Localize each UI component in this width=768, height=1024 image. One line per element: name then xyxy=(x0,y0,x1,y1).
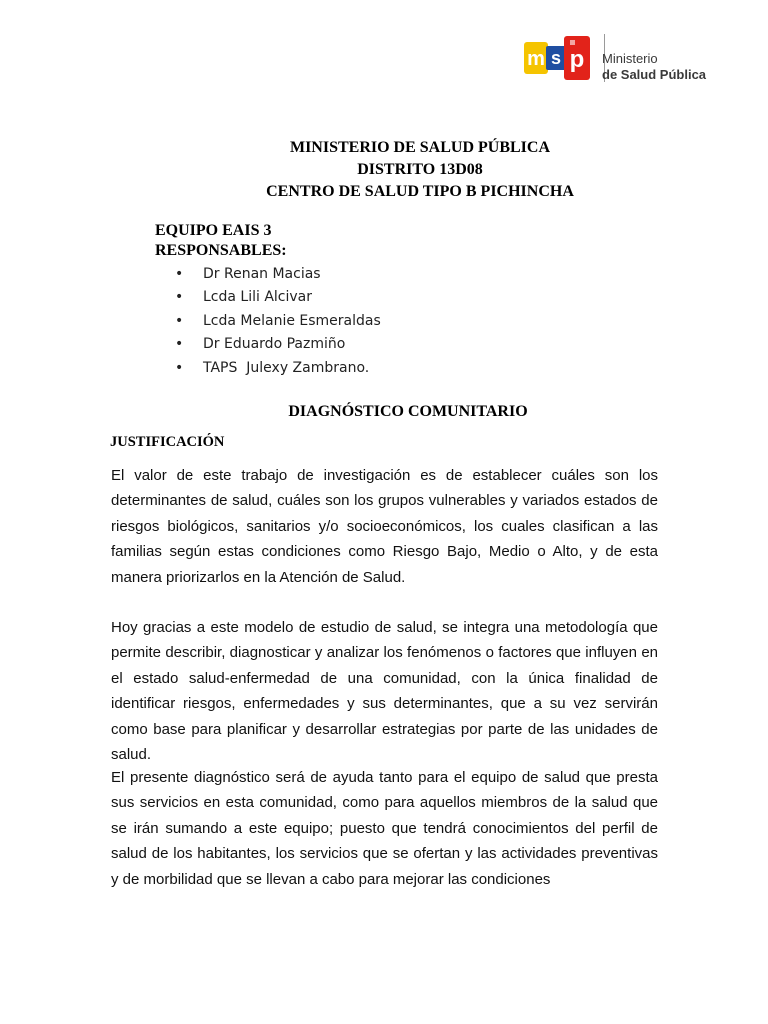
list-item xyxy=(175,333,381,356)
list-item xyxy=(175,286,381,309)
logo-line1: Ministerio xyxy=(602,51,658,66)
svg-text:s: s xyxy=(550,48,562,68)
member-name: Lcda Lili Alcivar xyxy=(203,289,313,306)
team-block xyxy=(155,221,287,261)
bullet-icon: • xyxy=(175,289,184,306)
member-name: Dr Eduardo Pazmiño xyxy=(203,336,346,353)
paragraph-3: El presente diagnóstico será de ayuda tanto para el equipo de salud que presta sus servicios en esta comunidad, como para aquellos miembros de la salud que se irán sumando a este equipo; puesto que tendrá conocimientos del perfil de salud de los habitantes, los servicios que se ofertan y las actividades preventivas y de morbilidad que se llevan a cabo para mejorar las condiciones xyxy=(111,769,658,888)
header-ministry: MINISTERIO DE SALUD PÚBLICA xyxy=(289,139,551,156)
bullet-icon: • xyxy=(175,266,184,282)
logo-text xyxy=(602,51,706,83)
section-title: DIAGNÓSTICO COMUNITARIO xyxy=(288,403,528,420)
paragraph-2: Hoy gracias a este modelo de estudio de salud, se integra una metodología que permite describir, diagnosticar y analizar los fenómenos o factores que influyen en el estado salud-enfermedad de una comunidad, con la única finalidad de identificar riesgos, enfermedades y sus determinantes, que a su vez servirán como base para planificar y desarrollar estrategias por parte de las unidades de salud. xyxy=(111,619,658,764)
member-name: TAPS Julexy Zambrano. xyxy=(203,359,370,376)
ministry-logo xyxy=(522,28,708,88)
header-district: DISTRITO 13D08 xyxy=(357,161,483,178)
list-item xyxy=(175,357,381,380)
svg-text:p: p xyxy=(569,46,585,73)
msp-logo-mark xyxy=(524,34,592,82)
header-center: CENTRO DE SALUD TIPO B PICHINCHA xyxy=(266,183,574,200)
logo-line2: de Salud Pública xyxy=(602,67,707,82)
justification-title: JUSTIFICACIÓN xyxy=(110,434,225,450)
responsables-label: RESPONSABLES: xyxy=(155,242,287,259)
paragraph-1: El valor de este trabajo de investigación es de establecer cuáles son los determinantes de salud, cuáles son los grupos vulnerables y variados estados de riesgos biológicos, sanitarios y/o socioeconómicos, los cuales clasifican a las familias según estas condiciones como Riesgo Bajo, Medio o Alto, y de esta manera priorizarlos en la Atención de Salud. xyxy=(111,467,658,586)
bullet-icon: • xyxy=(175,359,184,376)
list-item xyxy=(175,263,381,286)
bullet-icon: • xyxy=(175,336,184,353)
list-item xyxy=(175,310,381,333)
member-name: Dr Renan Macias xyxy=(203,266,321,282)
svg-text:m: m xyxy=(527,48,545,70)
bullet-icon: • xyxy=(175,312,184,329)
document-header xyxy=(0,137,768,203)
responsables-list xyxy=(175,263,381,380)
member-name: Lcda Melanie Esmeraldas xyxy=(203,312,381,329)
team-name: EQUIPO EAIS 3 xyxy=(155,222,272,239)
